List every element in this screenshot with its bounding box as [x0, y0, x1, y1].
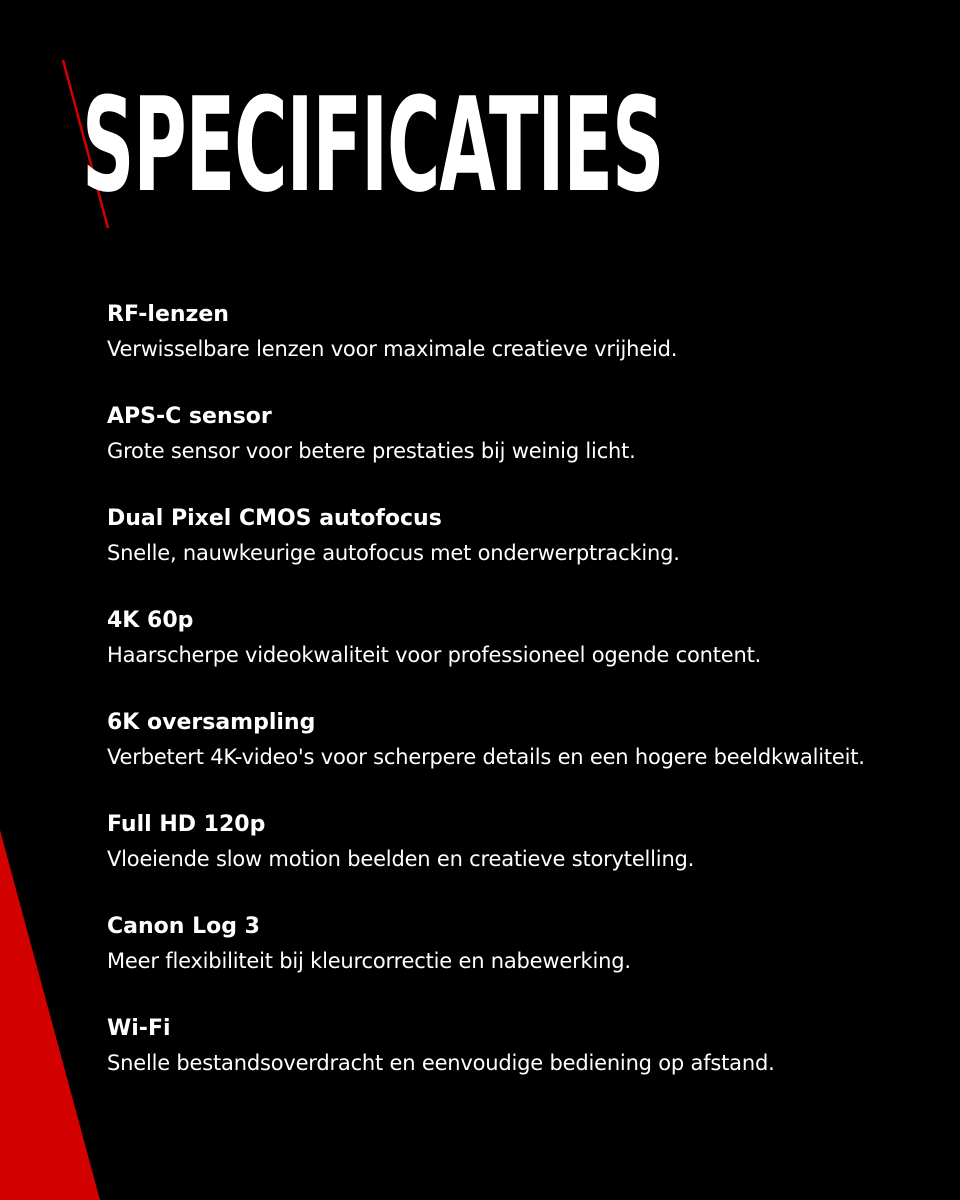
spec-item: [107, 808, 927, 876]
spec-description: Grote sensor voor betere prestaties bij weinig licht.: [107, 439, 636, 463]
spec-item: [107, 298, 927, 366]
spec-name: 4K 60p: [107, 608, 194, 633]
spec-description: Verbetert 4K-video's voor scherpere details en een hogere beeldkwaliteit.: [107, 745, 865, 769]
spec-name: Dual Pixel CMOS autofocus: [107, 506, 442, 531]
page-title: SPECIFICATIES: [82, 69, 664, 221]
spec-name: APS-C sensor: [107, 404, 272, 429]
spec-item: [107, 502, 927, 570]
spec-description: Haarscherpe videokwaliteit voor professioneel ogende content.: [107, 643, 762, 667]
spec-description: Vloeiende slow motion beelden en creatieve storytelling.: [107, 847, 695, 871]
spec-item: [107, 910, 927, 978]
spec-name: Full HD 120p: [107, 812, 266, 837]
spec-name: RF-lenzen: [107, 302, 229, 327]
spec-item: [107, 400, 927, 468]
spec-name: 6K oversampling: [107, 710, 316, 735]
spec-description: Snelle bestandsoverdracht en eenvoudige bediening op afstand.: [107, 1051, 775, 1075]
spec-description: Meer flexibiliteit bij kleurcorrectie en nabewerking.: [107, 949, 631, 973]
spec-item: [107, 604, 927, 672]
spec-item: [107, 706, 927, 774]
spec-list: [107, 298, 927, 1114]
spec-item: [107, 1012, 927, 1080]
spec-description: Verwisselbare lenzen voor maximale creatieve vrijheid.: [107, 337, 678, 361]
spec-name: Wi-Fi: [107, 1016, 171, 1041]
spec-description: Snelle, nauwkeurige autofocus met onderwerptracking.: [107, 541, 680, 565]
spec-name: Canon Log 3: [107, 914, 260, 939]
